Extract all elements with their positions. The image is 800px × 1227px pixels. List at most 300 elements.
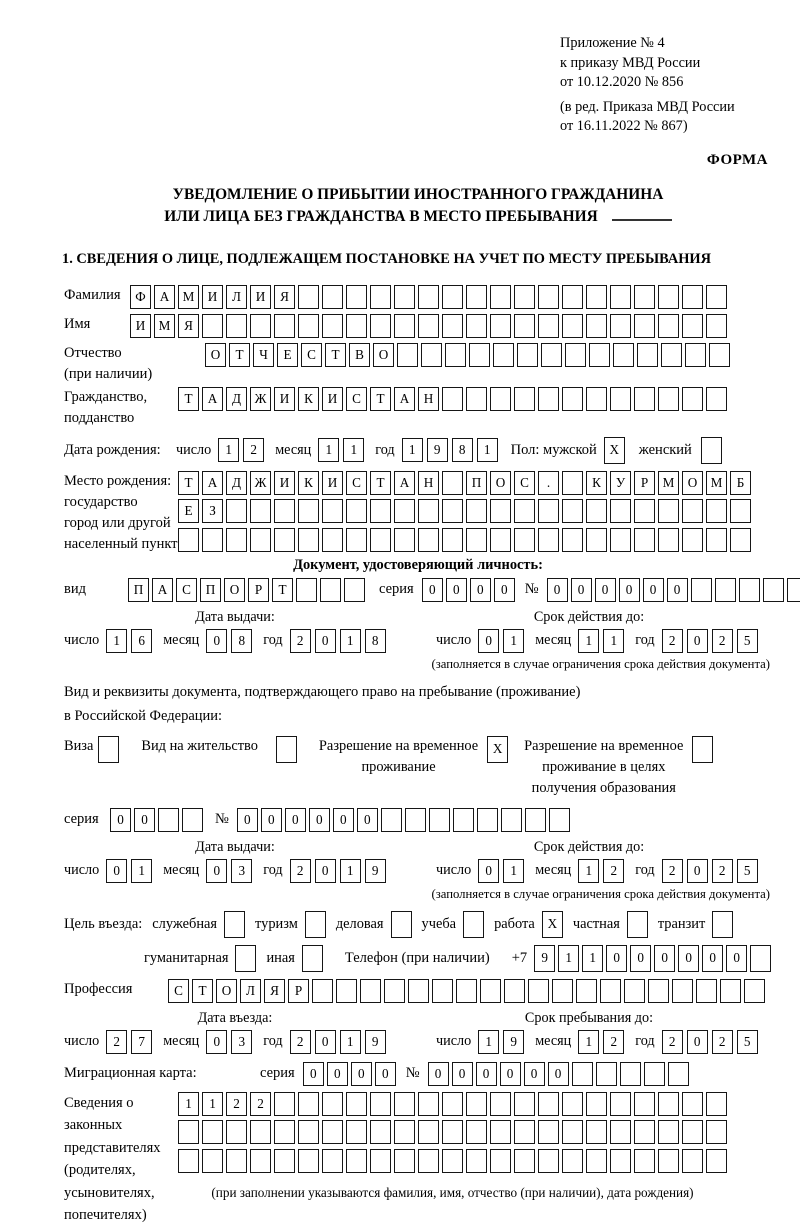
char-box[interactable] xyxy=(552,979,573,1003)
char-box[interactable]: И xyxy=(202,285,223,309)
sex-female-checkbox[interactable] xyxy=(701,437,722,464)
char-box[interactable] xyxy=(525,808,546,832)
digit-box[interactable]: 1 xyxy=(340,859,361,883)
char-box[interactable]: Е xyxy=(277,343,298,367)
char-box[interactable]: Ч xyxy=(253,343,274,367)
char-box[interactable] xyxy=(418,499,439,523)
char-box[interactable]: 0 xyxy=(476,1062,497,1086)
char-box[interactable] xyxy=(418,1092,439,1116)
digit-box[interactable]: 3 xyxy=(231,1030,252,1054)
char-box[interactable] xyxy=(370,1149,391,1173)
char-box[interactable]: А xyxy=(394,471,415,495)
char-box[interactable] xyxy=(453,808,474,832)
digit-box[interactable]: 1 xyxy=(131,859,152,883)
char-box[interactable]: 0 xyxy=(595,578,616,602)
char-box[interactable]: К xyxy=(298,471,319,495)
digit-box[interactable]: 0 xyxy=(315,1030,336,1054)
char-box[interactable] xyxy=(541,343,562,367)
char-box[interactable]: 0 xyxy=(285,808,306,832)
char-box[interactable] xyxy=(418,1120,439,1144)
char-box[interactable] xyxy=(274,499,295,523)
char-box[interactable] xyxy=(706,314,727,338)
char-box[interactable] xyxy=(158,808,179,832)
char-box[interactable]: 1 xyxy=(178,1092,199,1116)
digit-box[interactable]: 1 xyxy=(578,629,599,653)
sex-male-checkbox[interactable]: X xyxy=(604,437,625,464)
char-box[interactable]: Т xyxy=(370,387,391,411)
char-box[interactable]: 0 xyxy=(470,578,491,602)
char-box[interactable]: Р xyxy=(248,578,269,602)
char-box[interactable] xyxy=(322,1092,343,1116)
char-box[interactable] xyxy=(682,1120,703,1144)
char-box[interactable] xyxy=(682,285,703,309)
char-box[interactable]: 0 xyxy=(548,1062,569,1086)
char-box[interactable]: Д xyxy=(226,387,247,411)
char-box[interactable] xyxy=(514,285,535,309)
char-box[interactable] xyxy=(634,314,655,338)
char-box[interactable] xyxy=(514,499,535,523)
digit-box[interactable]: 2 xyxy=(290,629,311,653)
char-box[interactable] xyxy=(408,979,429,1003)
char-box[interactable] xyxy=(562,1149,583,1173)
char-box[interactable] xyxy=(586,285,607,309)
char-box[interactable] xyxy=(442,1149,463,1173)
char-box[interactable] xyxy=(610,1149,631,1173)
char-box[interactable] xyxy=(405,808,426,832)
char-box[interactable] xyxy=(346,528,367,552)
digit-box[interactable]: 2 xyxy=(290,859,311,883)
char-box[interactable] xyxy=(490,499,511,523)
digit-box[interactable]: 1 xyxy=(578,859,599,883)
char-box[interactable]: 0 xyxy=(547,578,568,602)
char-box[interactable]: З xyxy=(202,499,223,523)
char-box[interactable] xyxy=(490,1092,511,1116)
char-box[interactable] xyxy=(442,1092,463,1116)
char-box[interactable] xyxy=(720,979,741,1003)
char-box[interactable] xyxy=(466,387,487,411)
char-box[interactable] xyxy=(610,387,631,411)
char-box[interactable] xyxy=(418,285,439,309)
char-box[interactable] xyxy=(572,1062,593,1086)
digit-box[interactable]: 2 xyxy=(712,859,733,883)
char-box[interactable] xyxy=(226,1149,247,1173)
char-box[interactable] xyxy=(586,1120,607,1144)
digit-box[interactable]: 1 xyxy=(106,629,127,653)
char-box[interactable]: 0 xyxy=(309,808,330,832)
char-box[interactable] xyxy=(517,343,538,367)
char-box[interactable] xyxy=(298,314,319,338)
char-box[interactable]: Д xyxy=(226,471,247,495)
char-box[interactable] xyxy=(370,1092,391,1116)
char-box[interactable] xyxy=(514,1120,535,1144)
char-box[interactable] xyxy=(490,1120,511,1144)
char-box[interactable]: Я xyxy=(178,314,199,338)
char-box[interactable]: О xyxy=(205,343,226,367)
char-box[interactable] xyxy=(384,979,405,1003)
digit-box[interactable]: 9 xyxy=(427,438,448,462)
char-box[interactable] xyxy=(418,314,439,338)
char-box[interactable]: 0 xyxy=(524,1062,545,1086)
char-box[interactable] xyxy=(538,1092,559,1116)
char-box[interactable] xyxy=(298,1120,319,1144)
char-box[interactable] xyxy=(274,1092,295,1116)
char-box[interactable]: 0 xyxy=(446,578,467,602)
digit-box[interactable]: 9 xyxy=(365,859,386,883)
char-box[interactable] xyxy=(658,285,679,309)
digit-box[interactable]: 8 xyxy=(452,438,473,462)
purpose-checkbox[interactable] xyxy=(224,911,245,938)
char-box[interactable] xyxy=(658,1149,679,1173)
char-box[interactable] xyxy=(274,528,295,552)
char-box[interactable] xyxy=(250,528,271,552)
char-box[interactable]: Т xyxy=(325,343,346,367)
char-box[interactable] xyxy=(682,387,703,411)
char-box[interactable] xyxy=(298,285,319,309)
char-box[interactable] xyxy=(274,314,295,338)
char-box[interactable] xyxy=(562,471,583,495)
digit-box[interactable]: 2 xyxy=(603,859,624,883)
digit-box[interactable]: 2 xyxy=(712,1030,733,1054)
char-box[interactable] xyxy=(296,578,317,602)
char-box[interactable] xyxy=(658,528,679,552)
temp-residence-checkbox[interactable]: X xyxy=(487,736,508,763)
char-box[interactable] xyxy=(514,1092,535,1116)
digit-box[interactable]: 3 xyxy=(231,859,252,883)
char-box[interactable] xyxy=(706,1120,727,1144)
purpose-checkbox[interactable] xyxy=(302,945,323,972)
char-box[interactable]: 9 xyxy=(534,945,555,972)
purpose-checkbox[interactable]: X xyxy=(542,911,563,938)
char-box[interactable] xyxy=(586,528,607,552)
char-box[interactable] xyxy=(658,314,679,338)
char-box[interactable] xyxy=(226,1120,247,1144)
char-box[interactable]: 0 xyxy=(422,578,443,602)
char-box[interactable] xyxy=(226,499,247,523)
char-box[interactable]: 0 xyxy=(351,1062,372,1086)
char-box[interactable] xyxy=(298,1149,319,1173)
char-box[interactable] xyxy=(394,314,415,338)
char-box[interactable] xyxy=(589,343,610,367)
char-box[interactable] xyxy=(202,314,223,338)
char-box[interactable]: Т xyxy=(178,471,199,495)
digit-box[interactable]: 0 xyxy=(478,859,499,883)
digit-box[interactable]: 6 xyxy=(131,629,152,653)
char-box[interactable]: 0 xyxy=(134,808,155,832)
char-box[interactable]: 0 xyxy=(452,1062,473,1086)
visa-checkbox[interactable] xyxy=(98,736,119,763)
char-box[interactable]: К xyxy=(586,471,607,495)
char-box[interactable] xyxy=(706,285,727,309)
char-box[interactable] xyxy=(562,285,583,309)
char-box[interactable] xyxy=(586,499,607,523)
char-box[interactable]: М xyxy=(178,285,199,309)
digit-box[interactable]: 0 xyxy=(687,629,708,653)
char-box[interactable] xyxy=(706,1149,727,1173)
char-box[interactable] xyxy=(634,499,655,523)
char-box[interactable]: С xyxy=(176,578,197,602)
char-box[interactable] xyxy=(442,499,463,523)
char-box[interactable] xyxy=(346,314,367,338)
char-box[interactable]: Л xyxy=(226,285,247,309)
char-box[interactable]: 0 xyxy=(654,945,675,972)
digit-box[interactable]: 1 xyxy=(318,438,339,462)
char-box[interactable] xyxy=(394,1120,415,1144)
char-box[interactable] xyxy=(360,979,381,1003)
char-box[interactable] xyxy=(298,528,319,552)
char-box[interactable]: С xyxy=(301,343,322,367)
char-box[interactable]: 0 xyxy=(667,578,688,602)
char-box[interactable] xyxy=(226,528,247,552)
char-box[interactable]: 0 xyxy=(606,945,627,972)
char-box[interactable]: Я xyxy=(264,979,285,1003)
char-box[interactable] xyxy=(685,343,706,367)
char-box[interactable] xyxy=(514,314,535,338)
char-box[interactable]: И xyxy=(322,471,343,495)
char-box[interactable] xyxy=(381,808,402,832)
char-box[interactable] xyxy=(528,979,549,1003)
digit-box[interactable]: 5 xyxy=(737,859,758,883)
char-box[interactable]: И xyxy=(274,471,295,495)
char-box[interactable] xyxy=(250,1120,271,1144)
digit-box[interactable]: 0 xyxy=(315,859,336,883)
digit-box[interactable]: 0 xyxy=(687,859,708,883)
digit-box[interactable]: 8 xyxy=(365,629,386,653)
char-box[interactable] xyxy=(456,979,477,1003)
char-box[interactable]: Я xyxy=(274,285,295,309)
digit-box[interactable]: 2 xyxy=(712,629,733,653)
char-box[interactable]: 0 xyxy=(333,808,354,832)
char-box[interactable] xyxy=(466,528,487,552)
digit-box[interactable]: 1 xyxy=(343,438,364,462)
char-box[interactable] xyxy=(600,979,621,1003)
char-box[interactable] xyxy=(637,343,658,367)
char-box[interactable] xyxy=(744,979,765,1003)
char-box[interactable] xyxy=(739,578,760,602)
char-box[interactable]: М xyxy=(706,471,727,495)
char-box[interactable] xyxy=(514,387,535,411)
char-box[interactable] xyxy=(250,1149,271,1173)
char-box[interactable]: С xyxy=(514,471,535,495)
char-box[interactable]: Н xyxy=(418,471,439,495)
char-box[interactable] xyxy=(730,499,751,523)
char-box[interactable]: 0 xyxy=(630,945,651,972)
char-box[interactable]: Т xyxy=(229,343,250,367)
digit-box[interactable]: 1 xyxy=(503,859,524,883)
char-box[interactable] xyxy=(480,979,501,1003)
char-box[interactable] xyxy=(763,578,784,602)
digit-box[interactable]: 2 xyxy=(106,1030,127,1054)
char-box[interactable] xyxy=(562,1092,583,1116)
char-box[interactable]: М xyxy=(658,471,679,495)
char-box[interactable] xyxy=(312,979,333,1003)
char-box[interactable] xyxy=(706,1092,727,1116)
char-box[interactable]: 1 xyxy=(558,945,579,972)
char-box[interactable] xyxy=(370,528,391,552)
char-box[interactable]: Ж xyxy=(250,471,271,495)
char-box[interactable] xyxy=(501,808,522,832)
purpose-checkbox[interactable] xyxy=(712,911,733,938)
char-box[interactable]: Р xyxy=(634,471,655,495)
char-box[interactable] xyxy=(298,1092,319,1116)
purpose-checkbox[interactable] xyxy=(463,911,484,938)
char-box[interactable]: 0 xyxy=(357,808,378,832)
char-box[interactable] xyxy=(322,528,343,552)
char-box[interactable]: 0 xyxy=(237,808,258,832)
digit-box[interactable]: 0 xyxy=(206,1030,227,1054)
char-box[interactable] xyxy=(466,1149,487,1173)
char-box[interactable]: 0 xyxy=(571,578,592,602)
char-box[interactable] xyxy=(562,387,583,411)
char-box[interactable] xyxy=(672,979,693,1003)
char-box[interactable]: С xyxy=(346,471,367,495)
char-box[interactable]: Т xyxy=(192,979,213,1003)
char-box[interactable] xyxy=(346,285,367,309)
char-box[interactable] xyxy=(682,499,703,523)
char-box[interactable] xyxy=(634,285,655,309)
char-box[interactable] xyxy=(346,499,367,523)
digit-box[interactable]: 1 xyxy=(578,1030,599,1054)
char-box[interactable]: Б xyxy=(730,471,751,495)
char-box[interactable] xyxy=(466,285,487,309)
purpose-checkbox[interactable] xyxy=(235,945,256,972)
char-box[interactable] xyxy=(682,528,703,552)
char-box[interactable] xyxy=(490,1149,511,1173)
char-box[interactable] xyxy=(661,343,682,367)
char-box[interactable] xyxy=(445,343,466,367)
char-box[interactable]: Л xyxy=(240,979,261,1003)
char-box[interactable] xyxy=(562,528,583,552)
char-box[interactable] xyxy=(490,528,511,552)
purpose-checkbox[interactable] xyxy=(391,911,412,938)
char-box[interactable] xyxy=(274,1149,295,1173)
char-box[interactable]: С xyxy=(168,979,189,1003)
char-box[interactable]: У xyxy=(610,471,631,495)
digit-box[interactable]: 2 xyxy=(662,1030,683,1054)
char-box[interactable] xyxy=(250,314,271,338)
char-box[interactable]: О xyxy=(682,471,703,495)
char-box[interactable] xyxy=(538,314,559,338)
char-box[interactable] xyxy=(658,387,679,411)
char-box[interactable] xyxy=(634,387,655,411)
char-box[interactable] xyxy=(514,1149,535,1173)
char-box[interactable] xyxy=(202,528,223,552)
digit-box[interactable]: 1 xyxy=(503,629,524,653)
char-box[interactable] xyxy=(549,808,570,832)
char-box[interactable]: 1 xyxy=(202,1092,223,1116)
char-box[interactable] xyxy=(610,528,631,552)
char-box[interactable] xyxy=(370,314,391,338)
digit-box[interactable]: 1 xyxy=(477,438,498,462)
char-box[interactable] xyxy=(538,1149,559,1173)
char-box[interactable] xyxy=(538,387,559,411)
char-box[interactable] xyxy=(346,1120,367,1144)
char-box[interactable] xyxy=(469,343,490,367)
char-box[interactable] xyxy=(596,1062,617,1086)
char-box[interactable] xyxy=(787,578,800,602)
digit-box[interactable]: 1 xyxy=(340,1030,361,1054)
digit-box[interactable]: 1 xyxy=(218,438,239,462)
char-box[interactable]: А xyxy=(202,387,223,411)
char-box[interactable] xyxy=(394,528,415,552)
digit-box[interactable]: 5 xyxy=(737,1030,758,1054)
char-box[interactable] xyxy=(490,285,511,309)
char-box[interactable] xyxy=(442,1120,463,1144)
char-box[interactable] xyxy=(202,1120,223,1144)
char-box[interactable] xyxy=(624,979,645,1003)
char-box[interactable]: 0 xyxy=(678,945,699,972)
char-box[interactable] xyxy=(576,979,597,1003)
char-box[interactable] xyxy=(178,1149,199,1173)
char-box[interactable] xyxy=(202,1149,223,1173)
char-box[interactable]: Т xyxy=(178,387,199,411)
char-box[interactable] xyxy=(466,1120,487,1144)
char-box[interactable]: Т xyxy=(370,471,391,495)
char-box[interactable]: 2 xyxy=(250,1092,271,1116)
char-box[interactable]: М xyxy=(154,314,175,338)
char-box[interactable] xyxy=(418,1149,439,1173)
char-box[interactable] xyxy=(178,1120,199,1144)
char-box[interactable] xyxy=(394,285,415,309)
char-box[interactable] xyxy=(250,499,271,523)
char-box[interactable] xyxy=(610,314,631,338)
char-box[interactable] xyxy=(322,285,343,309)
char-box[interactable] xyxy=(370,1120,391,1144)
char-box[interactable]: И xyxy=(322,387,343,411)
char-box[interactable] xyxy=(658,1120,679,1144)
char-box[interactable]: Ф xyxy=(130,285,151,309)
char-box[interactable] xyxy=(477,808,498,832)
digit-box[interactable]: 1 xyxy=(478,1030,499,1054)
digit-box[interactable]: 2 xyxy=(243,438,264,462)
digit-box[interactable]: 2 xyxy=(290,1030,311,1054)
char-box[interactable] xyxy=(691,578,712,602)
char-box[interactable] xyxy=(370,285,391,309)
digit-box[interactable]: 0 xyxy=(206,629,227,653)
char-box[interactable]: А xyxy=(154,285,175,309)
char-box[interactable] xyxy=(418,528,439,552)
char-box[interactable] xyxy=(538,1120,559,1144)
char-box[interactable]: Е xyxy=(178,499,199,523)
char-box[interactable] xyxy=(442,387,463,411)
char-box[interactable] xyxy=(682,1149,703,1173)
char-box[interactable] xyxy=(322,314,343,338)
char-box[interactable] xyxy=(466,1092,487,1116)
digit-box[interactable]: 2 xyxy=(662,629,683,653)
char-box[interactable]: 0 xyxy=(327,1062,348,1086)
char-box[interactable] xyxy=(634,528,655,552)
char-box[interactable] xyxy=(344,578,365,602)
char-box[interactable]: П xyxy=(128,578,149,602)
char-box[interactable]: О xyxy=(373,343,394,367)
digit-box[interactable]: 0 xyxy=(478,629,499,653)
char-box[interactable]: П xyxy=(200,578,221,602)
char-box[interactable] xyxy=(562,499,583,523)
digit-box[interactable]: 9 xyxy=(503,1030,524,1054)
purpose-checkbox[interactable] xyxy=(627,911,648,938)
char-box[interactable]: К xyxy=(298,387,319,411)
char-box[interactable] xyxy=(648,979,669,1003)
char-box[interactable] xyxy=(562,314,583,338)
char-box[interactable] xyxy=(182,808,203,832)
char-box[interactable]: О xyxy=(216,979,237,1003)
char-box[interactable] xyxy=(298,499,319,523)
char-box[interactable] xyxy=(466,499,487,523)
digit-box[interactable]: 1 xyxy=(340,629,361,653)
char-box[interactable] xyxy=(397,343,418,367)
char-box[interactable] xyxy=(322,1120,343,1144)
char-box[interactable] xyxy=(730,528,751,552)
digit-box[interactable]: 0 xyxy=(687,1030,708,1054)
